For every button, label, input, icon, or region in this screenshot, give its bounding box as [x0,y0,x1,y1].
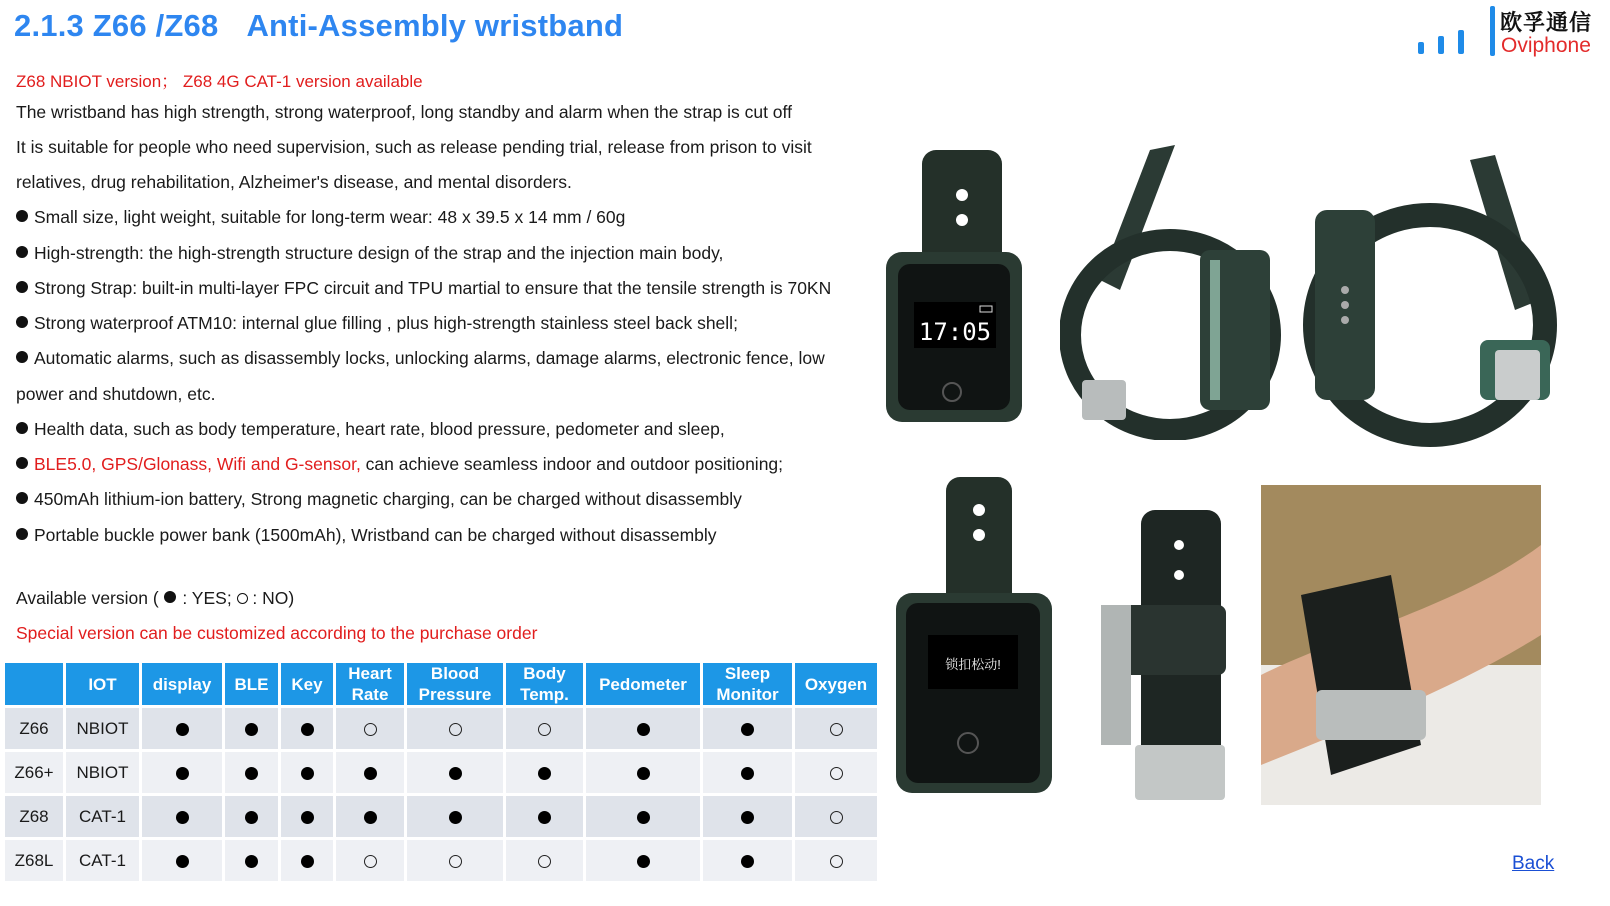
yes-dot-icon [176,811,189,824]
model-cell: Z66 [5,708,63,749]
intro-line-3: relatives, drug rehabilitation, Alzheimer's disease, and mental disorders. [16,172,572,192]
feature-cell [506,796,583,837]
wristband-worn-photo [1261,485,1541,805]
iot-cell: CAT-1 [66,796,139,837]
yes-dot-icon [164,591,176,603]
yes-dot-icon [741,855,754,868]
product-title: Anti-Assembly wristband [246,8,624,43]
yes-dot-icon [301,723,314,736]
no-circle-icon [364,855,377,868]
wristband-side-photo [1060,140,1285,440]
feature-powerbank: Portable buckle power bank (1500mAh), Wristband can be charged without disassembly [16,525,717,546]
feature-cell [281,708,333,749]
feature-cell [703,752,792,793]
feature-cell [586,796,700,837]
wristband-back-photo [1290,150,1570,450]
bullet-icon [16,281,28,293]
feature-alarms: Automatic alarms, such as disassembly locks, unlocking alarms, damage alarms, electronic fence, low [16,348,825,369]
bullet-icon [16,210,28,222]
yes-dot-icon [245,723,258,736]
section-number: 2.1.3 [14,8,84,43]
table-row [5,840,877,881]
feature-cell [795,708,877,749]
yes-dot-icon [538,767,551,780]
version-spec-table [2,660,880,884]
page-title [14,8,623,44]
feature-alarms-continued: power and shutdown, etc. [16,384,216,404]
feature-cell [281,796,333,837]
column-header-2: display [142,663,222,705]
bullet-icon [16,457,28,469]
yes-dot-icon [741,723,754,736]
feature-cell [506,708,583,749]
feature-cell [225,840,278,881]
feature-cell [142,840,222,881]
wristband-front-photo [880,140,1040,440]
yes-dot-icon [449,767,462,780]
feature-cell [795,752,877,793]
feature-cell [336,752,404,793]
bullet-icon [16,528,28,540]
yes-dot-icon [637,767,650,780]
logo-en-name: Oviphone [1501,34,1591,57]
bullet-icon [16,316,28,328]
yes-dot-icon [741,811,754,824]
feature-battery: 450mAh lithium-ion battery, Strong magnetic charging, can be charged without disassembly [16,489,742,510]
model-names: Z66 /Z68 [92,8,219,43]
no-circle-icon [237,593,248,604]
feature-cell [407,708,503,749]
no-circle-icon [830,767,843,780]
yes-dot-icon [301,811,314,824]
back-link[interactable]: Back [1512,853,1555,874]
feature-strap: Strong Strap: built-in multi-layer FPC circuit and TPU martial to ensure that the tensile strength is 70KN [16,278,831,299]
column-header-0 [5,663,63,705]
wristband-alert-photo [890,475,1060,805]
no-circle-icon [830,855,843,868]
lock-message-text: 锁扣松动! [945,657,1001,672]
feature-cell [281,840,333,881]
feature-cell [336,708,404,749]
yes-dot-icon [637,723,650,736]
bullet-icon [16,351,28,363]
yes-dot-icon [449,811,462,824]
feature-cell [142,796,222,837]
yes-dot-icon [176,723,189,736]
feature-cell [407,752,503,793]
wristband-buckle-photo [1095,505,1255,805]
feature-cell [281,752,333,793]
yes-dot-icon [176,767,189,780]
no-circle-icon [830,723,843,736]
column-header-6: Blood Pressure [407,663,503,705]
feature-cell [336,840,404,881]
oviphone-logo [1418,4,1608,60]
feature-size: Small size, light weight, suitable for long-term wear: 48 x 39.5 x 14 mm / 60g [16,207,625,228]
no-circle-icon [364,723,377,736]
no-circle-icon [538,723,551,736]
feature-cell [506,840,583,881]
intro-line-1: The wristband has high strength, strong waterproof, long standby and alarm when the strap is cut off [16,102,792,122]
iot-cell: CAT-1 [66,840,139,881]
yes-dot-icon [245,767,258,780]
yes-dot-icon [245,855,258,868]
table-row [5,752,877,793]
yes-dot-icon [364,767,377,780]
intro-line-2: It is suitable for people who need supervision, such as release pending trial, release from prison to visit [16,137,812,157]
bullet-icon [16,422,28,434]
feature-cell [703,840,792,881]
column-header-5: Heart Rate [336,663,404,705]
yes-dot-icon [245,811,258,824]
column-header-4: Key [281,663,333,705]
yes-dot-icon [538,811,551,824]
no-circle-icon [830,811,843,824]
feature-cell [586,840,700,881]
feature-cell [225,708,278,749]
feature-cell [586,752,700,793]
table-row [5,708,877,749]
feature-positioning: BLE5.0, GPS/Glonass, Wifi and G-sensor, can achieve seamless indoor and outdoor positioning; [16,454,783,475]
yes-dot-icon [741,767,754,780]
feature-cell [407,840,503,881]
column-header-3: BLE [225,663,278,705]
table-header-row [5,663,877,705]
no-circle-icon [449,855,462,868]
feature-cell [142,752,222,793]
feature-cell [795,840,877,881]
feature-strength: High-strength: the high-strength structure design of the strap and the injection main body, [16,243,723,264]
no-circle-icon [538,855,551,868]
feature-cell [336,796,404,837]
customization-note: Special version can be customized according to the purchase order [16,623,538,643]
column-header-9: Sleep Monitor [703,663,792,705]
yes-dot-icon [176,855,189,868]
feature-cell [703,796,792,837]
table-row [5,796,877,837]
yes-dot-icon [637,855,650,868]
yes-dot-icon [364,811,377,824]
bullet-icon [16,492,28,504]
column-header-10: Oxygen [795,663,877,705]
no-circle-icon [449,723,462,736]
bullet-icon [16,246,28,258]
logo-cn-name: 欧孚通信 [1500,10,1593,35]
iot-cell: NBIOT [66,752,139,793]
yes-dot-icon [301,855,314,868]
feature-cell [795,796,877,837]
feature-health: Health data, such as body temperature, heart rate, blood pressure, pedometer and sleep, [16,419,725,440]
feature-cell [703,708,792,749]
column-header-1: IOT [66,663,139,705]
availability-legend: Available version ( : YES; : NO) [16,588,295,608]
feature-cell [407,796,503,837]
clock-time-text: 17:05 [918,318,992,346]
model-cell: Z68 [5,796,63,837]
feature-cell [225,752,278,793]
availability-note: Z68 NBIOT version； Z68 4G CAT-1 version available [16,72,423,91]
yes-dot-icon [637,811,650,824]
feature-cell [506,752,583,793]
iot-cell: NBIOT [66,708,139,749]
model-cell: Z66+ [5,752,63,793]
yes-dot-icon [301,767,314,780]
model-cell: Z68L [5,840,63,881]
column-header-8: Pedometer [586,663,700,705]
column-header-7: Body Temp. [506,663,583,705]
feature-cell [142,708,222,749]
feature-waterproof: Strong waterproof ATM10: internal glue filling , plus high-strength stainless steel back shell; [16,313,738,334]
feature-cell [225,796,278,837]
feature-cell [586,708,700,749]
